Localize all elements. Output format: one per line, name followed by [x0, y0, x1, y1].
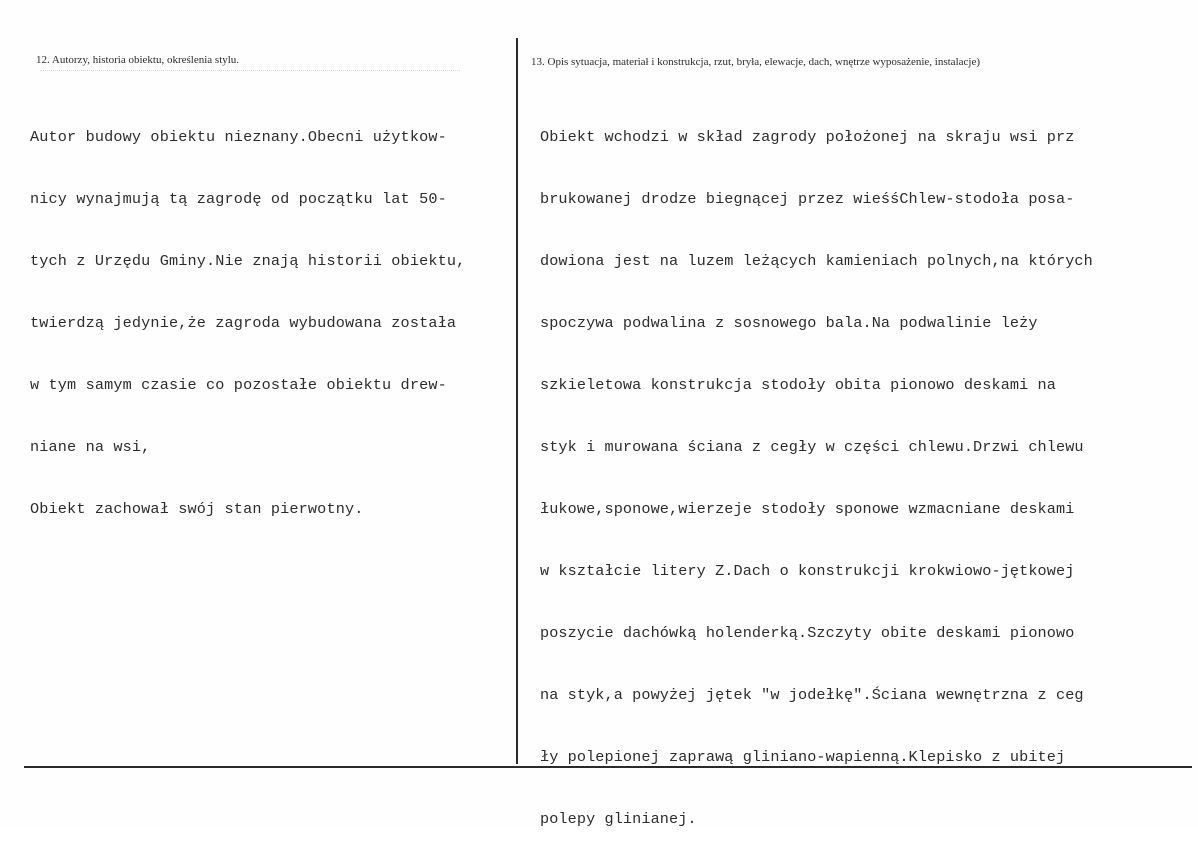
- typed-line: brukowanej drodze biegnącej przez wieśśChlew-stodoła posa-: [540, 190, 1075, 208]
- typed-line: dowiona jest na luzem leżących kamieniach polnych,na których: [540, 252, 1093, 270]
- typed-line: w kształcie litery Z.Dach o konstrukcji krokwiowo-jętkowej: [540, 562, 1075, 580]
- typed-line: nicy wynajmują tą zagrodę od początku lat 50-: [30, 190, 447, 208]
- typed-line: na styk,a powyżej jętek "w jodełkę".Ściana wewnętrzna z ceg: [540, 686, 1084, 704]
- field-13-header: 13. Opis sytuacja, materiał i konstrukcja, rzut, bryła, elewacje, dach, wnętrze wyposażenie, instalacje): [531, 56, 980, 68]
- typed-line: Obiekt zachował swój stan pierwotny.: [30, 500, 364, 518]
- field-12-header: 12. Autorzy, historia obiektu, określenia stylu.: [36, 54, 240, 66]
- field-12-typed-text: [30, 88, 465, 558]
- typed-line: twierdzą jedynie,że zagroda wybudowana została: [30, 314, 457, 332]
- typed-line: ły polepionej zaprawą gliniano-wapienną.Klepisko z ubitej: [540, 748, 1066, 766]
- typed-line: spoczywa podwalina z sosnowego bala.Na podwalinie leży: [540, 314, 1038, 332]
- faint-guide-line: [40, 70, 460, 77]
- typed-line: w tym samym czasie co pozostałe obiektu drew-: [30, 376, 447, 394]
- typed-line: styk i murowana ściana z cegły w części chlewu.Drzwi chlewu: [540, 438, 1084, 456]
- typed-line: szkieletowa konstrukcja stodoły obita pionowo deskami na: [540, 376, 1056, 394]
- typed-line: niane na wsi,: [30, 438, 151, 456]
- typed-line: łukowe,sponowe,wierzeje stodoły sponowe wzmacniane deskami: [540, 500, 1075, 518]
- typed-line: Obiekt wchodzi w skład zagrody położonej na skraju wsi prz: [540, 128, 1075, 146]
- typed-line: poszycie dachówką holenderką.Szczyty obite deskami pionowo: [540, 624, 1075, 642]
- field-13-typed-text: [540, 88, 1093, 868]
- column-divider: [516, 38, 518, 764]
- typed-line: tych z Urzędu Gminy.Nie znają historii obiektu,: [30, 252, 466, 270]
- typed-line: polepy glinianej.: [540, 810, 697, 828]
- typed-line: Autor budowy obiektu nieznany.Obecni użytkow-: [30, 128, 447, 146]
